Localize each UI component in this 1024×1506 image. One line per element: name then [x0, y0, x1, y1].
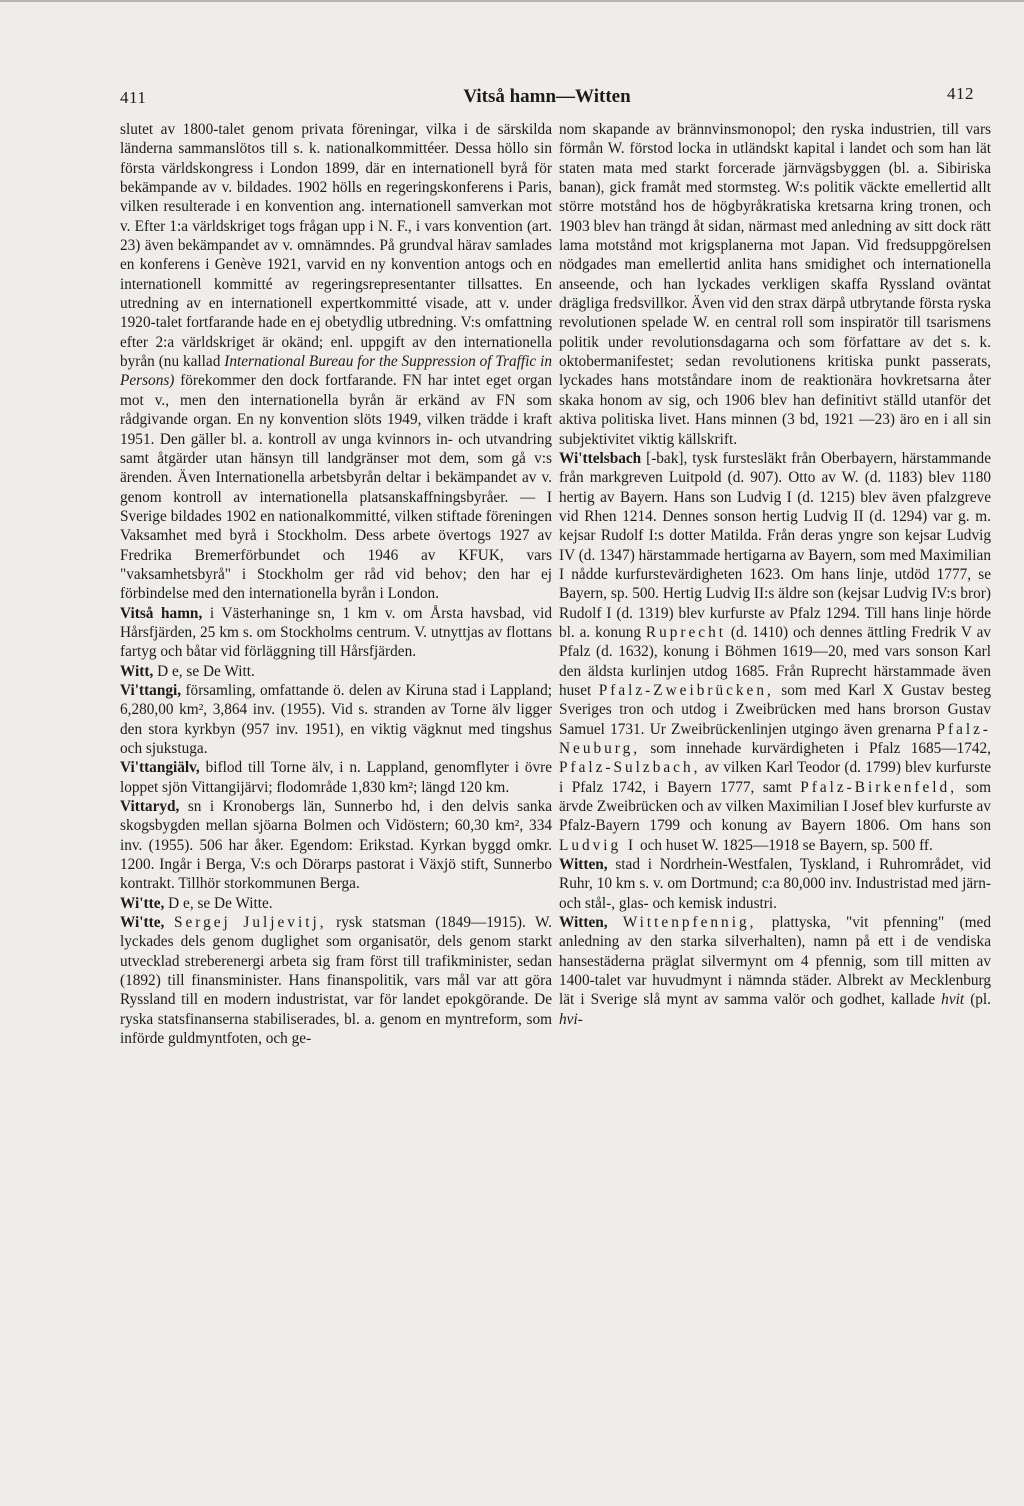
- headword: Wi'tte,: [120, 914, 165, 932]
- headword: Witt,: [120, 662, 154, 680]
- running-title: Vitså hamn—Witten: [463, 86, 631, 107]
- entry-witten-stad: Witten, stad i Nordrhein-Westfalen, Tyskland, i Ruhrområdet, vid Ruhr, 10 km s. v. om Dortmund; c:a 80,000 inv. Industristad med järn- och stål-, glas- och kemisk industri.: [559, 856, 991, 912]
- headword: Wi'tte,: [120, 894, 165, 912]
- entry-vittaryd: Vittaryd, sn i Kronobergs län, Sunnerbo hd, i den delvis sanka skogsbygden mellan sjöarna Bolmen och Vidöstern; 60,30 km², 334 inv. (1955). 506 har åker. Egendom: Erikstad. Kyrkan byggd omkr. 1200. Ingår i Berga, V:s och Dörarps pastorat i Växjö stift, Sunnerbo kontrakt. Tillhör storkommunen Berga.: [120, 798, 553, 893]
- italic-title: International Bureau for the Suppression of Traffic in Persons): [120, 353, 553, 390]
- entry-witte-sergej: Wi'tte, Sergej Juljevitj, rysk statsman (1849—1915). W. lyckades dels genom duglighet som organisatör, dels genom starkt utvecklad streberenergi arbeta sig fram först till trafikminister, sedan (1892) till finansminister. Hans finanspolitik, vars mål var att göra Ryssland till en modern industristat, var för landet epokgörande. De ryska statsfinanserna stabiliserades, bl. a. genom en myntreform, som införde guldmyntfoten, och ge-: [120, 914, 552, 1048]
- left-column: [120, 120, 552, 1049]
- headword: Wi'ttelsbach: [559, 449, 642, 467]
- top-rule: [0, 0, 1024, 2]
- entry-witt: Witt, D e, se De Witt.: [120, 662, 255, 680]
- right-page-number: 412: [947, 84, 974, 103]
- left-page-number: 411: [120, 88, 147, 107]
- entry-witte-continuation: nom skapande av brännvinsmonopol; den ryska industrien, till vars förmån W. förstod locka in utländskt kapital i landet och som han lät staten mata med starkt forcerade järnvägsbyggen (bl. a. Sibiriska banan), gick framåt med stormsteg. W:s politik väckte emellertid allt större motstånd hos de högbyråkratiska kretsarna kring tronen, och 1903 blev han trängd åt sidan, närmast med anledning av sitt dock rätt lama motstånd mot krigsplanerna mot Japan. Vid fredsuppgörelsen nödgades man emellertid anlita hans smidighet och internationella anseende, och han lyckades verkligen skaffa Ryssland oväntat drägliga fredsvillkor. Även vid den strax därpå utbrytande första ryska revolutionen spelade W. en central roll som inspiratör till tsarismens politik under revolutionsdagarna och som författare av det s. k. oktobermanifestet; sedan revolutionens kritiska punkt passerats, lyckades hans motståndare inom de reaktionära hovkretsarna åter skaka honom av sig, och 1906 blev han definitivt ställd utanför det aktiva politiska livet. Hans minnen (3 bd, 1921 —23) äro en i all sin subjektivitet viktig källskrift.: [559, 121, 991, 448]
- entry-vittangi: Vi'ttangi, församling, omfattande ö. delen av Kiruna stad i Lappland; 6,280,00 km², 3,864 inv. (1955). Vid s. stranden av Torne älv ligger den stora kyrkbyn (957 inv. 1951), en viktig vägknut med tingshus och sjukstuga.: [120, 681, 552, 757]
- entry-witte-de: Wi'tte, D e, se De Witte.: [120, 894, 273, 912]
- entry-witten-mynt: Witten, Wittenpfennig, plattyska, "vit pfenning" (med anledning av den starka silverhalten), namn på ett i de vendiska hansestäderna präglat silvermynt om 4 pfennig, som till mitten av 1400-talet var huvudmynt i nämnda städer. Albrekt av Mecklenburg lät i Sverige slå mynt av samma valör och godhet, kallade hvit (pl. hvi-: [559, 914, 992, 1028]
- spaced-name: Sergej Juljevitj,: [173, 914, 327, 932]
- headword: Vittaryd,: [120, 798, 180, 816]
- running-header: [120, 86, 974, 112]
- entry-vitsa-hamn: Vitså hamn, i Västerhaninge sn, 1 km v. om Årsta havsbad, vid Hårsfjärden, 25 km s. om Stockholms centrum. V. utnyttjas av flottans fartyg och båtar vid förläggning till Hårsfjärden.: [120, 604, 553, 661]
- headword: Witten,: [559, 914, 608, 932]
- headword: Witten,: [559, 856, 608, 874]
- headword: Vi'ttangi,: [120, 681, 182, 699]
- right-column: [559, 120, 991, 1029]
- headword: Vitså hamn,: [120, 604, 203, 622]
- entry-continuation: slutet av 1800-talet genom privata föreningar, vilka i de särskilda länderna sammanslötos till s. k. nationalkommittéer. Dessa höllo sin första världskongress i London 1899, där en internationell byrå för bekämpande av v. bildades. 1902 hölls en regeringskonferens i Paris, vilken resulterade i en konvention ang. internationell samverkan mot v. Efter 1:a världskriget togs frågan upp i N. F., i vars konvention (art. 23) även bekämpandet av v. omnämndes. På grundval härav samlades en konferens i Genève 1921, varvid en ny konvention antogs och en internationell kommitté av regeringsrepresentanter tillsattes. En utredning av en internationell expertkommitté visade, att v. under 1920-talet fortfarande hade en ej obetydlig utbredning. V:s omfattning efter 2:a världskriget är okänd; enl. uppgift av den internationella byrån (nu kallad International Bureau for the Suppression of Traffic in Persons) förekommer den dock fortfarande. FN har intet eget organ mot v., men den internationella byrån är erkänd av FN som rådgivande organ. En ny konvention slöts 1949, vilken trädde i kraft 1951. Den gäller bl. a. kontroll av unga kvinnors in- och utvandring samt åtgärder utan hänsyn till landgränser mot dem, som gå v:s ärenden. Även Internationella arbetsbyrån deltar i bekämpandet av v. genom kontroll av internationella platsanskaffningsbyråer. — I Sverige bildades 1902 en nationalkommitté, vilken stiftade föreningen Vaksamhet med byrå i Stockholm. Dess arbete övertogs 1927 av Fredrika Bremerförbundet och 1946 av KFUK, vars "vaksamhetsbyrå" i Stockholm ger råd vid behov; den har ej förbindelse med den internationella byrån i London.: [120, 121, 553, 603]
- entry-vittangialv: Vi'ttangiälv, biflod till Torne älv, i n. Lappland, genomflyter i övre loppet sjön Vittangijärvi; flodområde 1,830 km²; längd 120 km.: [120, 759, 552, 796]
- entry-wittelsbach: Wi'ttelsbach [-bak], tysk furstesläkt från Oberbayern, härstammande från markgreven Luitpold (d. 907). Otto av W. (d. 1183) blev 1180 hertig av Bayern. Hans son Ludvig I (d. 1215) blev även pfalzgreve vid Rhen 1214. Dennes sonson hertig Ludvig II (d. 1294) var g. m. kejsar Rudolf I:s dotter Matilda. Från deras yngre son kejsar Ludvig IV (d. 1347) härstammade hertigarna av Bayern, som med Maximilian I nådde kurfurstevärdigheten 1623. Om hans linje, utdöd 1777, se Bayern, sp. 500. Hertig Ludvig II:s äldre son (kejsar Ludvig IV:s bror) Rudolf I (d. 1319) blev kurfurste av Pfalz 1294. Till hans linje hörde bl. a. konung Ruprecht (d. 1410) och dennes ättling Fredrik V av Pfalz (d. 1632), konung i Böhmen 1619—20, med vars sonson Karl den äldsta kurlinjen utdog 1685. Från Ruprecht härstammade även huset Pfalz-Zweibrücken, som med Karl X Gustav besteg Sveriges tron och utdog i Zweibrücken med hans brorson Gustav Samuel 1731. Ur Zweibrückenlinjen utgingo även grenarna Pfalz-Neuburg, som innehade kurvärdigheten i Pfalz 1685—1742, Pfalz-Sulzbach, av vilken Karl Teodor (d. 1799) blev kurfurste i Pfalz 1742, i Bayern 1777, samt Pfalz-Birkenfeld, som ärvde Zweibrücken och av vilken Maximilian I Josef blev kurfurste av Pfalz-Bayern 1799 och konung av Bayern 1806. Om hans son Ludvig I och huset W. 1825—1918 se Bayern, sp. 500 ff.: [559, 449, 992, 854]
- headword: Vi'ttangiälv,: [120, 759, 200, 777]
